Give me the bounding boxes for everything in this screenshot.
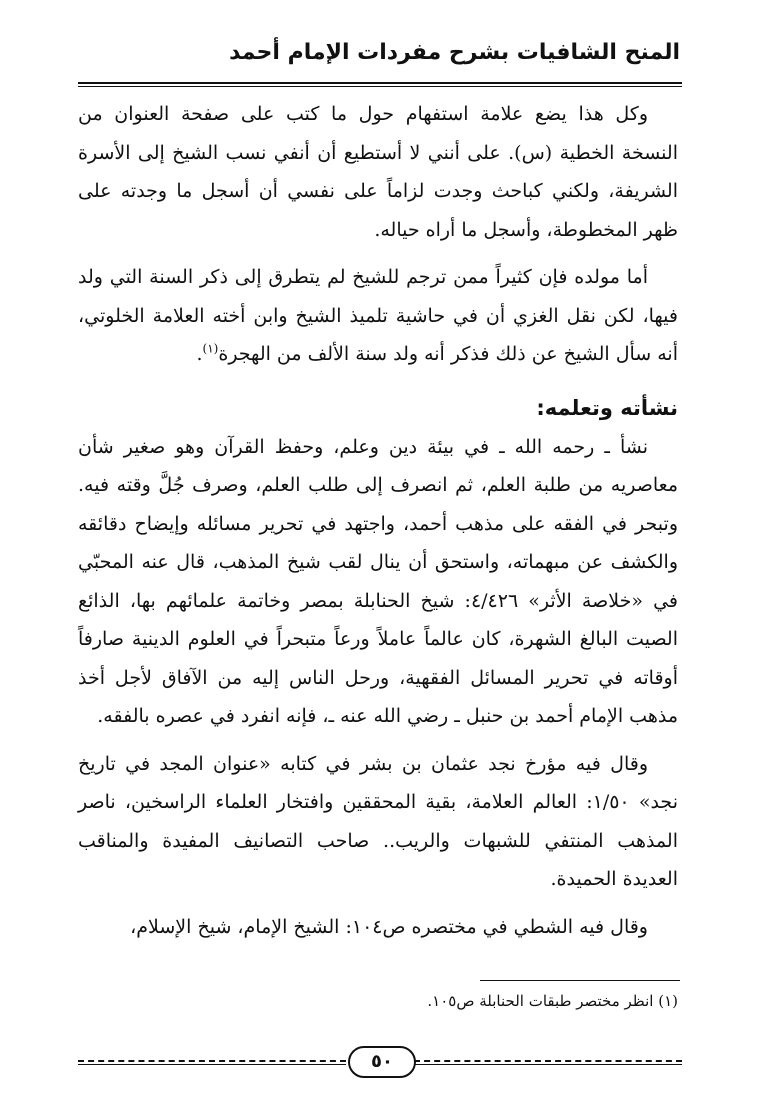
paragraph-ibn-bishr: وقال فيه مؤرخ نجد عثمان بن بشر في كتابه «عنوان المجد في تاريخ نجد» ١/٥٠: العالم العلامة، بقية المحققين وافتخار العلماء الراسخين، ناصر المذهب المنتفي للشبهات والريب.. صاحب التصانيف المفيدة والمناقب العديدة الحميدة.	[78, 752, 678, 890]
paragraph-birth	[78, 258, 678, 374]
header-rule-thin	[78, 86, 682, 87]
paragraph-birth-text: أما مولده فإن كثيراً ممن ترجم للشيخ لم يتطرق إلى ذكر السنة التي ولد فيها، لكن نقل الغزي أن في حاشية تلميذ الشيخ وابن أخته العلامة الخلوتي، أنه سأل الشيخ عن ذلك فذكر أنه ولد سنة الألف من الهجرة	[78, 266, 678, 365]
paragraph-shatti: وقال فيه الشطي في مختصره ص١٠٤: الشيخ الإمام، شيخ الإسلام،	[130, 915, 648, 938]
header-rule	[78, 82, 682, 84]
page-number: ٥٠	[348, 1046, 416, 1078]
main-text	[78, 95, 678, 946]
paragraph-birth-end: .	[196, 343, 203, 365]
footer-ornament-right	[414, 1060, 682, 1062]
footer-ornament-left	[78, 1060, 346, 1062]
footer-rule-left	[78, 1064, 346, 1065]
footer-rule-right	[414, 1064, 682, 1065]
page-footer	[78, 1040, 682, 1080]
paragraph-title-page-note: وكل هذا يضع علامة استفهام حول ما كتب على صفحة العنوان من النسخة الخطية (س). على أنني لا أستطيع أن أنفي نسب الشيخ إلى الأسرة الشريفة، ولكني كباحث وجدت لزاماً على نفسي أن أسجل ما وجدته على ظهر المخطوطة، وأسجل ما أراه حياله.	[78, 103, 678, 241]
paragraph-upbringing: نشأ ـ رحمه الله ـ في بيئة دين وعلم، وحفظ القرآن وهو صغير شأن معاصريه من طلبة العلم، ثم انصرف إلى طلب العلم، وصرف جُلَّ وقته فيه. وتبحر في الفقه على مذهب أحمد، واجتهد في تحرير مسائله وإيضاح دقائقه والكشف عن مبهماته، واستحق أن ينال لقب شيخ المذهب، قال عنه المحبّي في «خلاصة الأثر» ٤/٤٢٦: شيخ الحنابلة بمصر وخاتمة علمائهم بها، الذائع الصيت البالغ الشهرة، كان عالماً عاملاً ورعاً متبحراً في العلوم الدينية صارفاً أوقاته في تحرير المسائل الفقهية، ورحل الناس إليه من الآفاق لأجل أخذ مذهب الإمام أحمد بن حنبل ـ رضي الله عنه ـ، فإنه انفرد في عصره بالفقه.	[78, 435, 678, 727]
footnote-reference[interactable]: (١)	[202, 341, 219, 356]
section-heading: نشأته وتعلمه:	[536, 395, 678, 420]
footnote: (١) انظر مختصر طبقات الحنابلة ص١٠٥.	[427, 992, 678, 1010]
running-title: المنح الشافيات بشرح مفردات الإمام أحمد	[229, 40, 680, 65]
footnote-separator	[480, 980, 680, 981]
